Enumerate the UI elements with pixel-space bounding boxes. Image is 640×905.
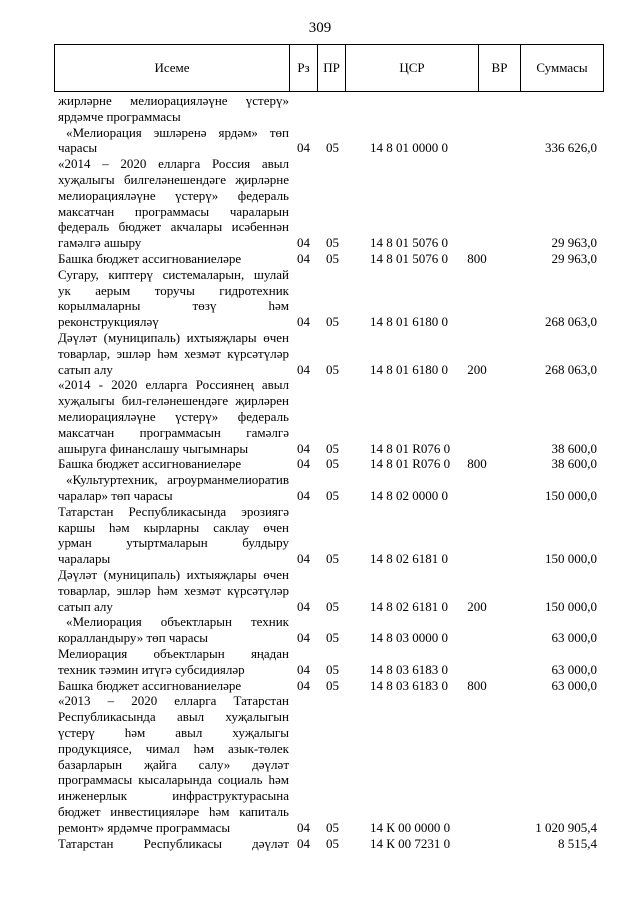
column-header-csr: ЦСР bbox=[346, 45, 479, 92]
row-name-line: хуҗалыгы бил-геләнешендәге җирләрен bbox=[58, 393, 289, 409]
cell-rz: 04 bbox=[297, 440, 310, 456]
row-name-line: «Мелиорация эшләренә ярдәм» төп bbox=[66, 124, 289, 140]
row-name-line: Татарстан Республикасында эрозиягә bbox=[58, 503, 289, 519]
table-row bbox=[54, 504, 603, 567]
column-header-rz: Рз bbox=[290, 45, 318, 92]
row-name-line: бюджет инвестицияләре һәм капиталь bbox=[58, 803, 289, 819]
row-name-line: Мелиорация объектларын яңадан bbox=[58, 646, 289, 661]
row-name-line: федераль бюджет акчалары исәбеннән bbox=[58, 219, 289, 235]
row-name-line: Республикасында авыл хуҗалыгын bbox=[58, 709, 289, 725]
cell-csr: 14 8 02 6181 0 bbox=[370, 598, 448, 614]
row-name bbox=[58, 456, 289, 472]
cell-rz: 04 bbox=[297, 819, 310, 835]
table-row bbox=[54, 267, 603, 330]
cell-rz: 04 bbox=[297, 677, 310, 693]
cell-csr: 14 8 01 R076 0 bbox=[370, 456, 451, 472]
row-name-line: мелиорацияләүне үстерү» федераль bbox=[58, 408, 289, 424]
row-name-line: мелиорацияләүне үстерү» федераль bbox=[58, 187, 289, 203]
cell-pr: 05 bbox=[326, 835, 339, 851]
row-name-line: «2014 - 2020 елларга Россиянең авыл bbox=[58, 377, 289, 393]
row-name-line: чаралары bbox=[58, 551, 111, 567]
row-name-line: Башка бюджет ассигнованиеләре bbox=[58, 251, 242, 266]
row-name-line: ремонт» ярдәмче программасы bbox=[58, 819, 231, 835]
row-name-line: максатчан программасы чараларын bbox=[58, 203, 289, 219]
row-name-line: сатып алу bbox=[58, 598, 113, 614]
table-row bbox=[54, 646, 603, 678]
column-header-name: Исеме bbox=[55, 45, 290, 92]
cell-csr: 14 8 01 R076 0 bbox=[370, 440, 451, 456]
row-name-line: чаралар» төп чарасы bbox=[58, 487, 173, 503]
cell-pr: 05 bbox=[326, 140, 339, 156]
column-header-pr: ПР bbox=[318, 45, 346, 92]
cell-rz: 04 bbox=[297, 661, 310, 677]
cell-pr: 05 bbox=[326, 456, 339, 472]
row-name-line: «2014 – 2020 елларга Россия авыл bbox=[58, 156, 289, 172]
row-name bbox=[58, 267, 289, 330]
cell-csr: 14 8 03 0000 0 bbox=[370, 630, 448, 646]
row-name bbox=[58, 330, 289, 377]
row-name-line: товарлар, эшләр һәм хезмәт күрсәтүләр bbox=[58, 582, 289, 598]
table-row bbox=[54, 93, 603, 125]
row-name-line: максатчан программасын гамәлгә bbox=[58, 424, 289, 440]
row-name-line: ашыруга финанслашу чыгымнары bbox=[58, 440, 249, 456]
row-name bbox=[58, 504, 289, 567]
table-row bbox=[54, 614, 603, 646]
table-row bbox=[54, 678, 603, 694]
cell-csr: 14 К 00 7231 0 bbox=[370, 835, 451, 851]
row-name-line: урман утыртмаларын булдыру bbox=[58, 535, 289, 551]
cell-vr: 200 bbox=[467, 598, 487, 614]
cell-rz: 04 bbox=[297, 551, 310, 567]
row-name-line: каршы һәм кырларны саклау өчен bbox=[58, 519, 289, 535]
row-name-line: «2013 – 2020 елларга Татарстан bbox=[58, 693, 289, 709]
cell-pr: 05 bbox=[326, 551, 339, 567]
cell-vr: 200 bbox=[467, 361, 487, 377]
row-name-line: корылмаларны төзү һәм bbox=[58, 298, 289, 314]
row-name-line: программасы кысаларында социаль һәм bbox=[58, 772, 289, 788]
table-row bbox=[54, 251, 603, 267]
row-name-line: инженерлык инфраструктурасына bbox=[58, 788, 289, 804]
table-header bbox=[54, 44, 604, 92]
row-name-line: Дәүләт (муниципаль) ихтыяҗлары өчен bbox=[58, 567, 289, 582]
row-name bbox=[58, 93, 289, 125]
page-number: 309 bbox=[308, 20, 332, 36]
row-name bbox=[58, 646, 289, 678]
cell-csr: 14 8 03 6183 0 bbox=[370, 661, 448, 677]
cell-rz: 04 bbox=[297, 140, 310, 156]
row-name bbox=[58, 567, 289, 614]
row-name-line: сатып алу bbox=[58, 361, 113, 377]
row-name-line: товарлар, эшләр һәм хезмәт күрсәтүләр bbox=[58, 345, 289, 361]
cell-sum: 268 063,0 bbox=[545, 361, 597, 377]
cell-vr: 800 bbox=[467, 251, 487, 266]
column-header-sum: Суммасы bbox=[521, 45, 604, 92]
cell-sum: 150 000,0 bbox=[545, 487, 597, 503]
row-name-line: «Культуртехник, агроурманмелиоратив bbox=[66, 472, 289, 488]
cell-pr: 05 bbox=[326, 630, 339, 646]
cell-csr: 14 8 02 0000 0 bbox=[370, 487, 448, 503]
table-row bbox=[54, 456, 603, 472]
row-name bbox=[58, 125, 289, 157]
table-row bbox=[54, 330, 603, 377]
table-row bbox=[54, 156, 603, 251]
cell-sum: 38 600,0 bbox=[551, 456, 597, 472]
cell-csr: 14 8 02 6181 0 bbox=[370, 551, 448, 567]
cell-rz: 04 bbox=[297, 835, 310, 851]
cell-csr: 14 8 01 6180 0 bbox=[370, 361, 448, 377]
cell-pr: 05 bbox=[326, 819, 339, 835]
cell-sum: 336 626,0 bbox=[545, 140, 597, 156]
table-row bbox=[54, 693, 603, 835]
table-row bbox=[54, 377, 603, 456]
row-name-line: Татарстан Республикасы дәүләт bbox=[58, 835, 289, 851]
cell-csr: 14 К 00 0000 0 bbox=[370, 819, 451, 835]
cell-csr: 14 8 01 5076 0 bbox=[370, 235, 448, 251]
cell-sum: 63 000,0 bbox=[551, 677, 597, 693]
table-row bbox=[54, 567, 603, 614]
cell-pr: 05 bbox=[326, 361, 339, 377]
cell-pr: 05 bbox=[326, 235, 339, 251]
table-row bbox=[54, 472, 603, 504]
cell-rz: 04 bbox=[297, 598, 310, 614]
row-name bbox=[58, 693, 289, 835]
row-name bbox=[58, 614, 289, 646]
row-name-line: реконструкцияләү bbox=[58, 314, 159, 330]
cell-sum: 1 020 905,4 bbox=[535, 819, 597, 835]
cell-sum: 268 063,0 bbox=[545, 314, 597, 330]
cell-pr: 05 bbox=[326, 251, 339, 266]
cell-pr: 05 bbox=[326, 314, 339, 330]
cell-sum: 63 000,0 bbox=[551, 630, 597, 646]
row-name-line: коралландыру» төп чарасы bbox=[58, 630, 208, 646]
row-name bbox=[58, 156, 289, 251]
row-name-line: үстерү һәм авыл хуҗалыгы bbox=[58, 724, 289, 740]
cell-rz: 04 bbox=[297, 456, 310, 472]
cell-sum: 38 600,0 bbox=[551, 440, 597, 456]
cell-rz: 04 bbox=[297, 251, 310, 266]
cell-pr: 05 bbox=[326, 598, 339, 614]
cell-rz: 04 bbox=[297, 630, 310, 646]
row-name-line: Башка бюджет ассигнованиеләре bbox=[58, 456, 242, 472]
cell-pr: 05 bbox=[326, 440, 339, 456]
cell-csr: 14 8 03 6183 0 bbox=[370, 677, 448, 693]
row-name bbox=[58, 836, 289, 852]
row-name-line: Башка бюджет ассигнованиеләре bbox=[58, 677, 242, 693]
cell-sum: 63 000,0 bbox=[551, 661, 597, 677]
row-name-line: ук аерым торучы гидротехник bbox=[58, 282, 289, 298]
cell-sum: 150 000,0 bbox=[545, 598, 597, 614]
cell-sum: 150 000,0 bbox=[545, 551, 597, 567]
cell-vr: 800 bbox=[467, 456, 487, 472]
cell-vr: 800 bbox=[467, 677, 487, 693]
cell-pr: 05 bbox=[326, 661, 339, 677]
column-header-vr: ВР bbox=[479, 45, 521, 92]
row-name-line: Дәүләт (муниципаль) ихтыяҗлары өчен bbox=[58, 330, 289, 345]
row-name-line: гамәлгә ашыру bbox=[58, 235, 142, 251]
table-row bbox=[54, 836, 603, 852]
row-name-line: «Мелиорация объектларын техник bbox=[66, 614, 289, 630]
row-name bbox=[58, 678, 289, 694]
cell-sum: 29 963,0 bbox=[551, 251, 597, 266]
cell-csr: 14 8 01 6180 0 bbox=[370, 314, 448, 330]
row-name-line: чарасы bbox=[58, 140, 98, 156]
cell-csr: 14 8 01 0000 0 bbox=[370, 140, 448, 156]
cell-sum: 8 515,4 bbox=[558, 835, 597, 851]
row-name-line: ярдәмче программасы bbox=[58, 108, 181, 124]
row-name bbox=[58, 251, 289, 267]
row-name-line: техник тәэмин итүгә субсидияләр bbox=[58, 661, 245, 677]
row-name-line: хуҗалыгы билгеләнешендәге җирләрне bbox=[58, 171, 289, 187]
row-name-line: жирләрне мелиорацияләүне үстерү» bbox=[58, 93, 289, 108]
cell-sum: 29 963,0 bbox=[551, 235, 597, 251]
row-name-line: базарларын җайга салу» дәүләт bbox=[58, 756, 289, 772]
table-row bbox=[54, 125, 603, 157]
cell-csr: 14 8 01 5076 0 bbox=[370, 251, 448, 266]
row-name bbox=[58, 472, 289, 504]
cell-rz: 04 bbox=[297, 361, 310, 377]
row-name-line: Сугару, киптерү системаларын, шулай bbox=[58, 266, 289, 282]
cell-rz: 04 bbox=[297, 314, 310, 330]
row-name-line: продукциясе, чимал һәм азык-төлек bbox=[58, 740, 289, 756]
cell-rz: 04 bbox=[297, 487, 310, 503]
cell-rz: 04 bbox=[297, 235, 310, 251]
row-name bbox=[58, 377, 289, 456]
cell-pr: 05 bbox=[326, 487, 339, 503]
cell-pr: 05 bbox=[326, 677, 339, 693]
